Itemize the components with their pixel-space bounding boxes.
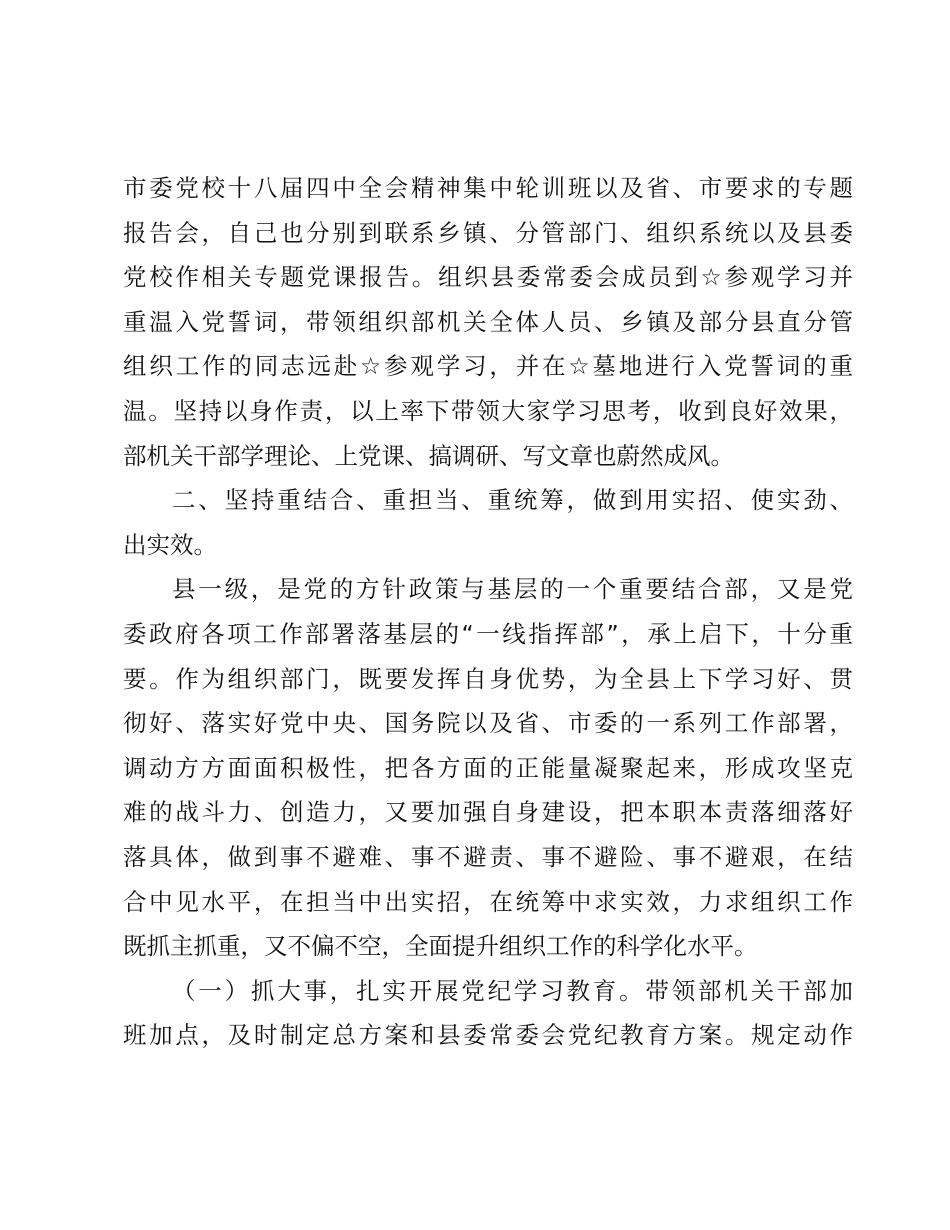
text-line: 重温入党誓词，带领组织部机关全体人员、乡镇及部分县直分管 (123, 307, 853, 336)
text-line: 既抓主抓重，又不偏不空，全面提升组织工作的科学化水平。 (123, 932, 758, 961)
text-line: 组织工作的同志远赴☆参观学习，并在☆墓地进行入党誓词的重 (123, 352, 853, 381)
text-line: 部机关干部学理论、上党课、搞调研、写文章也蔚然成风。 (123, 441, 734, 470)
paragraph-start: 县一级，是党的方针政策与基层的一个重要结合部，又是党 (172, 575, 853, 604)
text-line: 党校作相关专题党课报告。组织县委常委会成员到☆参观学习并 (123, 263, 853, 292)
text-line: 温。坚持以身作责，以上率下带领大家学习思考，收到良好效果， (123, 396, 853, 425)
section-heading-cont: 出实效。 (123, 530, 217, 559)
text-line: 落具体，做到事不避难、事不避责、事不避险、事不避艰，在结 (123, 842, 853, 871)
body-text (123, 166, 853, 1058)
text-line: 难的战斗力、创造力，又要加强自身建设，把本职本责落细落好 (123, 798, 853, 827)
text-line: 委政府各项工作部署落基层的“一线指挥部”，承上启下，十分重 (123, 619, 853, 648)
text-line: 要。作为组织部门，既要发挥自身优势，为全县上下学习好、贯 (123, 664, 853, 693)
text-line: 报告会，自己也分别到联系乡镇、分管部门、组织系统以及县委 (123, 218, 853, 247)
text-line: 调动方方面面积极性，把各方面的正能量凝聚起来，形成攻坚克 (123, 753, 853, 782)
text-line: 市委党校十八届四中全会精神集中轮训班以及省、市要求的专题 (123, 174, 853, 202)
text-line: 班加点，及时制定总方案和县委常委会党纪教育方案。规定动作 (123, 1021, 853, 1050)
section-heading: 二、坚持重结合、重担当、重统筹，做到用实招、使实劲、 (172, 486, 853, 515)
subsection-start: （一）抓大事，扎实开展党纪学习教育。带领部机关干部加 (172, 976, 853, 1005)
text-line: 彻好、落实好党中央、国务院以及省、市委的一系列工作部署， (123, 709, 853, 738)
text-line: 合中见水平，在担当中出实招，在统筹中求实效，力求组织工作 (123, 887, 853, 916)
